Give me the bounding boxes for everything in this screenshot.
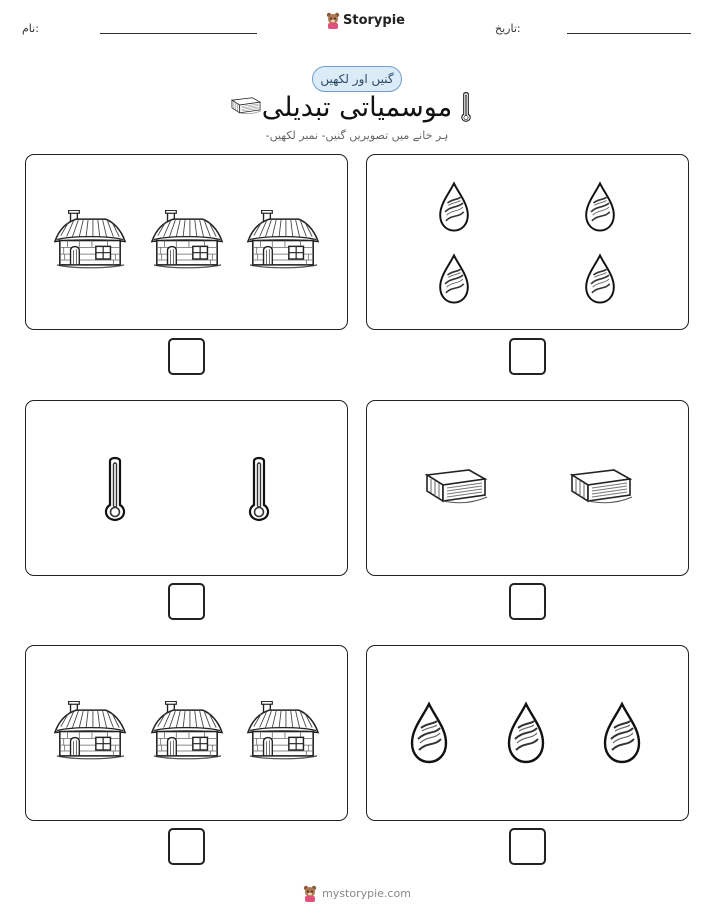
answer-box-drops-four[interactable] [509, 338, 546, 375]
cottage-icon [150, 210, 224, 273]
raindrop-icon [602, 701, 642, 765]
count-panel-houses-bottom [25, 645, 348, 821]
name-line[interactable] [100, 33, 257, 34]
raindrop-icon [409, 701, 449, 765]
worksheet-instruction: ہر خانے میں تصویریں گنیں- نمبر لکھیں- [265, 129, 449, 142]
thermometer-icon [460, 91, 472, 123]
cottage-icon [246, 210, 320, 273]
answer-box-drops-three[interactable] [509, 828, 546, 865]
book-icon [230, 96, 262, 116]
brand-logo [326, 12, 405, 29]
thermometer-icon [246, 455, 272, 523]
raindrop-icon [437, 181, 471, 233]
raindrop-icon [583, 181, 617, 233]
count-panel-houses-top [25, 154, 348, 330]
thermometer-icon [102, 455, 128, 523]
cottage-icon [246, 701, 320, 764]
count-panel-drops-three [366, 645, 689, 821]
raindrop-icon [583, 253, 617, 305]
name-label: نام: [22, 22, 39, 35]
footer [0, 885, 714, 902]
count-panel-thermometers [25, 400, 348, 576]
date-label: تاریخ: [495, 22, 521, 35]
cottage-icon [150, 701, 224, 764]
answer-box-books[interactable] [509, 583, 546, 620]
cottage-icon [53, 701, 127, 764]
worksheet-title: موسمیاتی تبدیلی [261, 92, 453, 123]
activity-badge: گنیں اور لکھیں [312, 66, 402, 92]
brand-name: Storypie [343, 13, 405, 28]
cottage-icon [53, 210, 127, 273]
answer-box-houses-top[interactable] [168, 338, 205, 375]
book-icon [423, 467, 489, 507]
count-panel-drops-four [366, 154, 689, 330]
answer-box-thermometers[interactable] [168, 583, 205, 620]
book-icon [568, 467, 634, 507]
raindrop-icon [437, 253, 471, 305]
bear-icon [326, 12, 340, 29]
date-line[interactable] [567, 33, 691, 34]
answer-box-houses-bottom[interactable] [168, 828, 205, 865]
footer-site[interactable]: mystorypie.com [322, 887, 411, 900]
bear-icon [303, 885, 317, 902]
count-panel-books [366, 400, 689, 576]
raindrop-icon [506, 701, 546, 765]
